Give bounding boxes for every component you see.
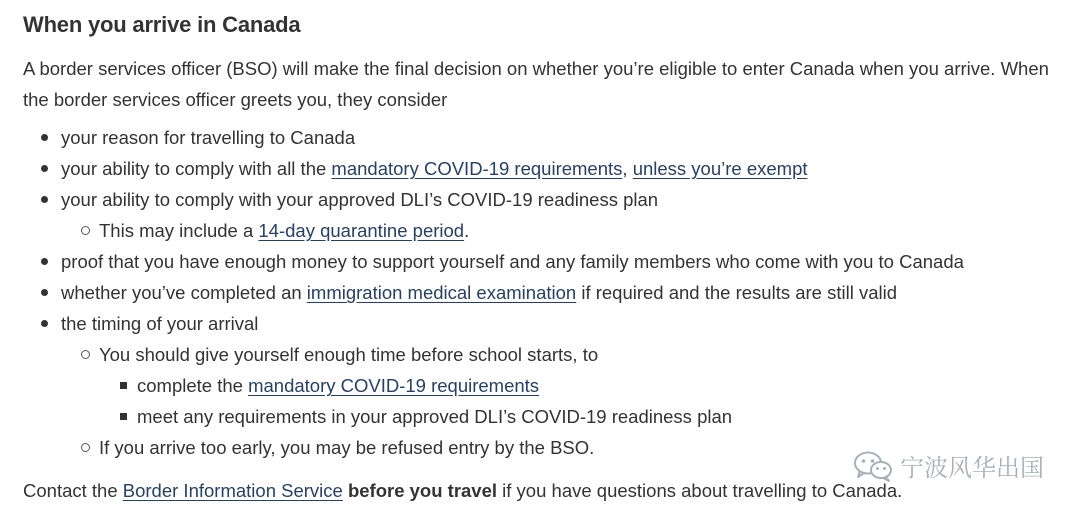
list-item: [23, 246, 964, 277]
list-item-text: .: [464, 220, 470, 241]
exempt-link[interactable]: unless you’re exempt: [632, 158, 808, 179]
bullet-circle: [81, 443, 90, 452]
contact-paragraph: [23, 475, 902, 506]
bullet-square: [120, 382, 127, 389]
bullet-disc: [41, 320, 48, 327]
quarantine-period-link[interactable]: 14-day quarantine period: [258, 220, 465, 241]
sub-sub-list-item: [23, 401, 964, 432]
border-info-service-link[interactable]: Border Information Service: [122, 480, 343, 501]
list-item: [23, 184, 964, 215]
bullet-disc: [41, 165, 48, 172]
bullet-disc: [41, 196, 48, 203]
wechat-icon: [852, 450, 894, 482]
sub-list-item: [23, 339, 964, 370]
contact-bold-text: before you travel: [347, 480, 498, 501]
sub-list-item: [23, 215, 964, 246]
bullet-disc: [41, 134, 48, 141]
list-item-text: your ability to comply with all the: [61, 158, 332, 179]
list-item-text: whether you’ve completed an: [61, 282, 307, 303]
list-item: [23, 277, 964, 308]
watermark: [852, 448, 1044, 483]
sub-list-item: [23, 432, 964, 463]
sub-sub-list-item: [23, 370, 964, 401]
covid-requirements-link[interactable]: mandatory COVID-19 requirements: [331, 158, 623, 179]
intro-paragraph: A border services officer (BSO) will make the final decision on whether you’re eligible to enter Canada when you arrive. When the border services officer greets you, they consider: [23, 58, 1049, 110]
list-item-text: the timing of your arrival: [61, 313, 259, 334]
watermark-text: 宁波风华出国: [900, 454, 1044, 482]
considerations-list: [23, 122, 964, 463]
list-item-text: if required and the results are still valid: [576, 282, 898, 303]
list-item-text: If you arrive too early, you may be refused entry by the BSO.: [99, 437, 595, 458]
list-item-separator: ,: [622, 158, 633, 179]
list-item: [23, 153, 964, 184]
list-item-text: your reason for travelling to Canada: [61, 127, 356, 148]
list-item: [23, 122, 964, 153]
list-item-text: meet any requirements in your approved DLI’s COVID-19 readiness plan: [137, 406, 733, 427]
list-item-text: complete the: [137, 375, 249, 396]
list-item-text: proof that you have enough money to support yourself and any family members who come with you to Canada: [61, 251, 964, 272]
bullet-circle: [81, 226, 90, 235]
list-item-text: This may include a: [99, 220, 259, 241]
covid-requirements-link-2[interactable]: mandatory COVID-19 requirements: [248, 375, 540, 396]
bullet-square: [120, 413, 127, 420]
bullet-disc: [41, 258, 48, 265]
bullet-disc: [41, 289, 48, 296]
list-item-text: You should give yourself enough time before school starts, to: [99, 344, 599, 365]
page-heading: When you arrive in Canada: [23, 12, 301, 37]
list-item-text: your ability to comply with your approved DLI’s COVID-19 readiness plan: [61, 189, 659, 210]
bullet-circle: [81, 350, 90, 359]
list-item: [23, 308, 964, 339]
contact-prefix: Contact the: [23, 480, 123, 501]
contact-suffix: if you have questions about travelling to Canada.: [497, 480, 903, 501]
medical-exam-link[interactable]: immigration medical examination: [306, 282, 577, 303]
